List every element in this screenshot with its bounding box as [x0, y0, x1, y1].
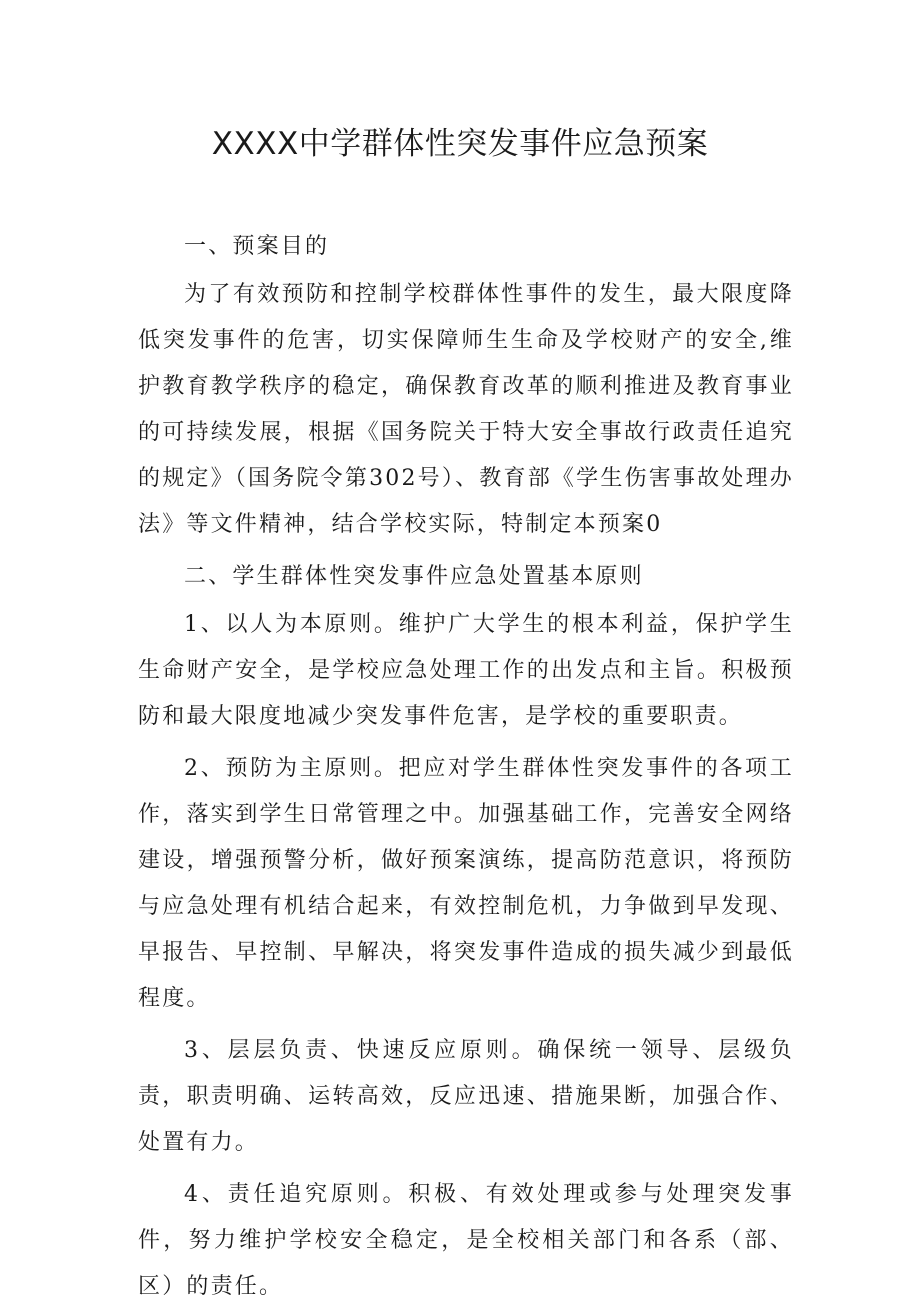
paragraph-principle-1: 1、以人为本原则。维护广大学生的根本利益，保护学生生命财产安全，是学校应急处理工作的出发点和主旨。积极预防和最大限度地减少突发事件危害，是学校的重要职责。: [138, 612, 794, 729]
paragraph-principle-3: 3、层层负责、快速反应原则。确保统一领导、层级负责，职责明确、运转高效，反应迅速、措施果断，加强合作、处置有力。: [138, 1038, 794, 1155]
paragraph-purpose: 为了有效预防和控制学校群体性事件的发生，最大限度降低突发事件的危害，切实保障师生生命及学校财产的安全,维护教育教学秩序的稳定，确保教育改革的顺利推进及教育事业的可持续发展，根据《国务院关于特大安全事故行政责任追究的规定》（国务院令第302号）、教育部《学生伤害事故处理办法》等文件精神，结合学校实际，特制定本预案0: [138, 282, 794, 537]
paragraph-principle-4: 4、责任追究原则。积极、有效处理或参与处理突发事件，努力维护学校安全稳定，是全校相关部门和各系（部、区）的责任。: [138, 1182, 794, 1299]
document-body: [138, 224, 794, 1310]
section-heading-purpose: 一、预案目的: [184, 234, 330, 259]
section-heading-principles: 二、学生群体性突发事件应急处置基本原则: [184, 564, 644, 589]
document-title: XXXX中学群体性突发事件应急预案: [211, 126, 709, 162]
paragraph-principle-2: 2、预防为主原则。把应对学生群体性突发事件的各项工作，落实到学生日常管理之中。加强基础工作，完善安全网络建设，增强预警分析，做好预案演练，提高防范意识，将预防与应急处理有机结合起来，有效控制危机，力争做到早发现、早报告、早控制、早解决，将突发事件造成的损失减少到最低程度。: [138, 756, 794, 1011]
